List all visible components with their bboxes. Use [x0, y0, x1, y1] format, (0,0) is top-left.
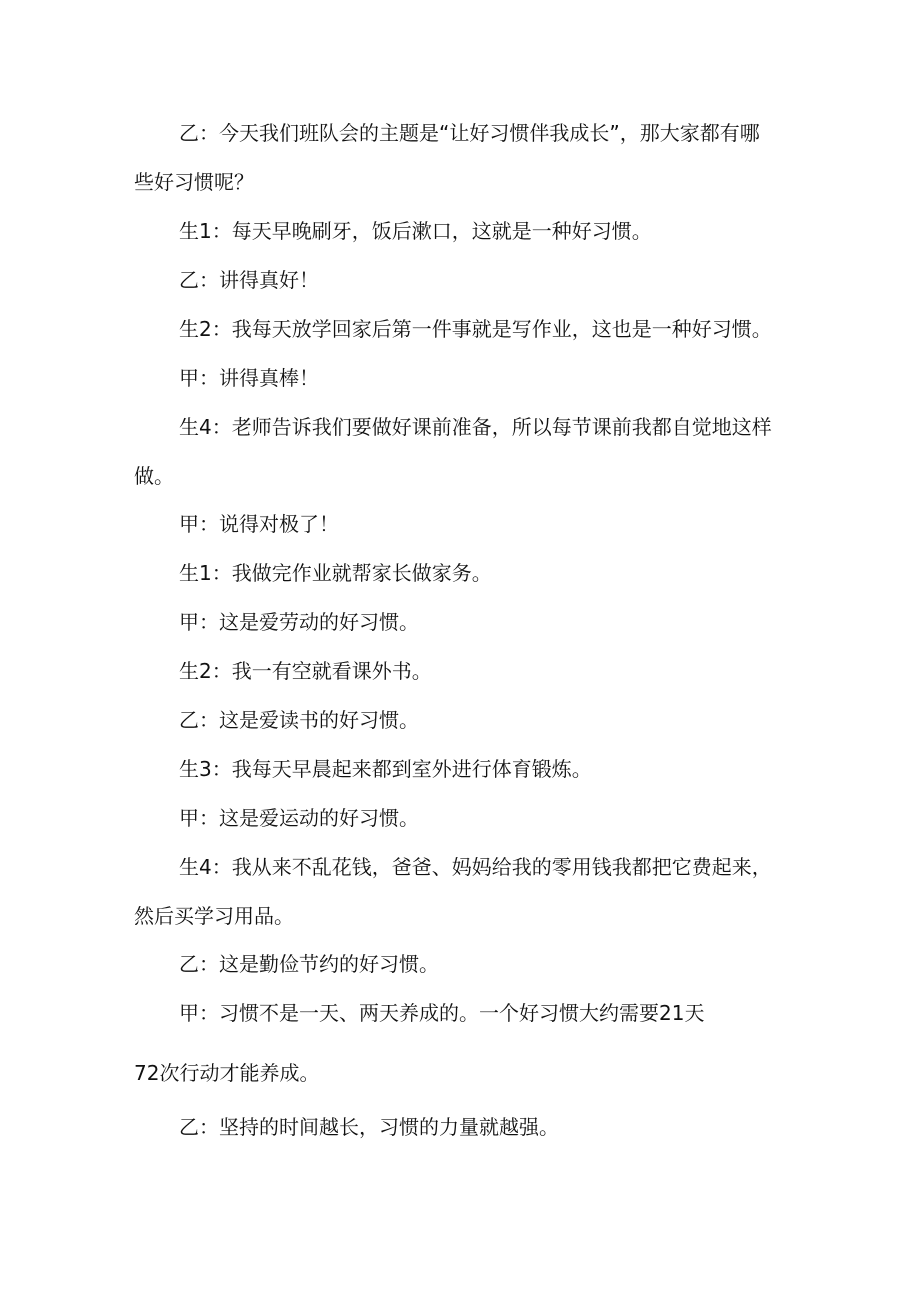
- paragraph-line: 甲：这是爱运动的好习惯。: [179, 806, 419, 830]
- paragraph-line: 生3：我每天早晨起来都到室外进行体育锻炼。: [179, 757, 592, 781]
- paragraph-line: 生4：老师告诉我们要做好课前准备，所以每节课前我都自觉地这样: [179, 415, 772, 439]
- paragraph-line: 生2：我一有空就看课外书。: [179, 659, 432, 683]
- paragraph-line: 做。: [134, 464, 174, 488]
- paragraph-line: 乙：讲得真好！: [179, 268, 319, 292]
- paragraph-line: 甲：习惯不是一天、两天养成的。一个好习惯大约需要21天: [179, 1001, 705, 1025]
- paragraph-line: 生1：我做完作业就帮家长做家务。: [179, 561, 492, 585]
- paragraph-line: 甲：讲得真棒！: [179, 366, 319, 390]
- paragraph-line: 然后买学习用品。: [134, 904, 294, 928]
- paragraph-line: 乙：今天我们班队会的主题是“让好习惯伴我成长”，那大家都有哪: [179, 121, 760, 145]
- paragraph-line: 甲：说得对极了！: [179, 512, 339, 536]
- paragraph-line: 乙：坚持的时间越长，习惯的力量就越强。: [179, 1115, 559, 1139]
- paragraph-line: 生4：我从来不乱花钱，爸爸、妈妈给我的零用钱我都把它费起来，: [179, 855, 772, 879]
- paragraph-line: 72次行动才能养成。: [134, 1061, 320, 1085]
- paragraph-line: 乙：这是爱读书的好习惯。: [179, 708, 419, 732]
- paragraph-line: 些好习惯呢？: [134, 170, 254, 194]
- paragraph-line: 生1：每天早晚刷牙，饭后漱口，这就是一种好习惯。: [179, 219, 652, 243]
- paragraph-line: 生2：我每天放学回家后第一件事就是写作业，这也是一种好习惯。: [179, 317, 772, 341]
- paragraph-line: 乙：这是勤俭节约的好习惯。: [179, 952, 439, 976]
- paragraph-line: 甲：这是爱劳动的好习惯。: [179, 610, 419, 634]
